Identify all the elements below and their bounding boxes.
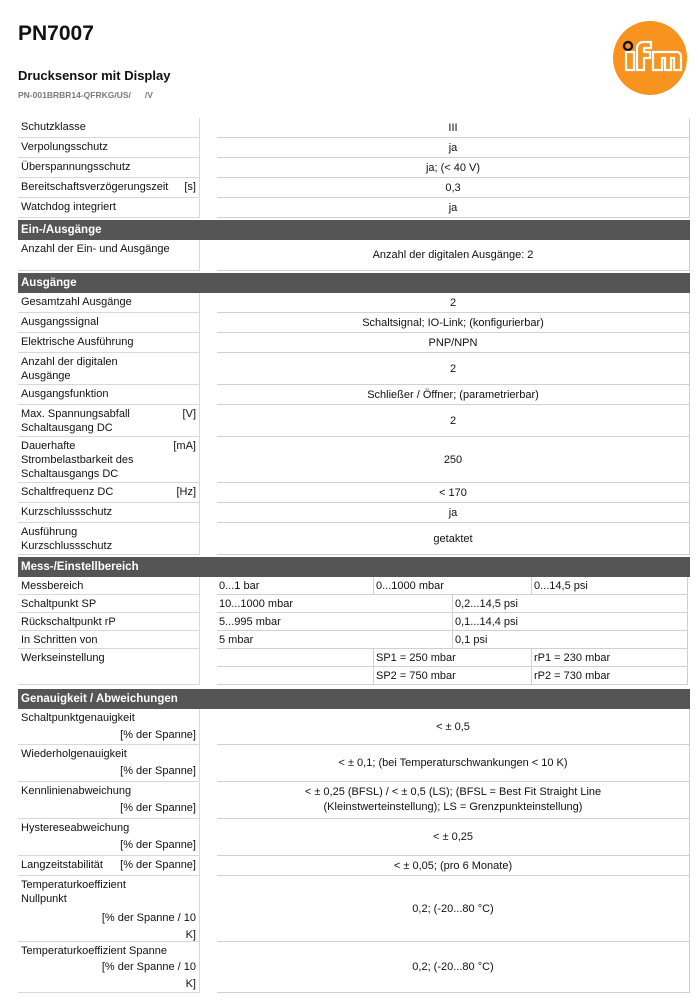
row-watchdog bbox=[18, 198, 690, 218]
label-text: Elektrische Ausführung bbox=[21, 336, 134, 348]
datasheet bbox=[18, 118, 690, 993]
row-label bbox=[18, 158, 200, 178]
row-value: < ± 0,05; (pro 6 Monate) bbox=[217, 856, 690, 876]
row-label bbox=[18, 293, 200, 313]
unit-text: [V] bbox=[182, 408, 196, 420]
article-code-main: PN-001BRBR14-QFRKG/US/ bbox=[18, 90, 131, 100]
row-value: < ± 0,1; (bei Temperaturschwankungen < 10 K) bbox=[217, 745, 690, 782]
row-value: < ± 0,5 bbox=[217, 709, 690, 745]
product-subtitle: Drucksensor mit Display bbox=[18, 68, 171, 83]
unit-text: [% der Spanne] bbox=[120, 765, 196, 777]
label-text: Schutzklasse bbox=[21, 121, 86, 133]
row-temperaturkoeffizient-spanne bbox=[18, 942, 690, 993]
row-label bbox=[18, 118, 200, 138]
row-kurzschlussschutz bbox=[18, 503, 690, 523]
row-wiederholgenauigkeit bbox=[18, 745, 690, 782]
row-dauerhafte-strombelastbarkeit bbox=[18, 437, 690, 483]
unit-text: [% der Spanne] bbox=[120, 859, 196, 871]
row-label bbox=[18, 313, 200, 333]
label-text: Messbereich bbox=[21, 580, 84, 592]
row-label bbox=[18, 613, 200, 631]
value-psi: 0,1 psi bbox=[453, 631, 688, 649]
row-label bbox=[18, 138, 200, 158]
unit-text: [% der Spanne / 10 K] bbox=[101, 961, 196, 990]
row-label bbox=[18, 405, 200, 437]
row-label bbox=[18, 333, 200, 353]
label-text: Dauerhafte Strombelastbarkeit des Schaltausgangs DC bbox=[21, 440, 134, 480]
label-text: Temperaturkoeffizient Nullpunkt bbox=[21, 879, 126, 905]
row-label bbox=[18, 595, 200, 613]
row-label bbox=[18, 876, 200, 942]
value-rp2: rP2 = 730 mbar bbox=[532, 667, 688, 685]
value-psi: 0,1...14,4 psi bbox=[453, 613, 688, 631]
row-label bbox=[18, 709, 200, 745]
row-label bbox=[18, 819, 200, 856]
label-text: Hystereseabweichung bbox=[21, 822, 130, 834]
label-text: Wiederholgenauigkeit bbox=[21, 748, 127, 760]
row-value: ja bbox=[217, 198, 690, 218]
label-text: Schaltpunkt SP bbox=[21, 598, 97, 610]
label-text: Bereitschaftsverzögerungszeit bbox=[21, 181, 169, 193]
label-text: Temperaturkoeffizient Spanne bbox=[21, 945, 167, 957]
row-schaltpunkt bbox=[18, 595, 690, 613]
row-label bbox=[18, 631, 200, 649]
row-schaltpunktgenauigkeit bbox=[18, 709, 690, 745]
value-bar: 0...1 bar bbox=[217, 577, 374, 595]
label-text: Anzahl der Ein- und Ausgänge bbox=[21, 243, 170, 255]
ifm-logo-icon bbox=[613, 21, 687, 95]
label-text: Schaltpunktgenauigkeit bbox=[21, 712, 135, 724]
section-header-messbereich: Mess-/Einstellbereich bbox=[18, 557, 690, 577]
row-value: < ± 0,25 (BFSL) / < ± 0,5 (LS); (BFSL = Best Fit Straight Line (Kleinstwerteinstellung); LS = Grenzpunkteinstellung) bbox=[217, 782, 690, 819]
row-werkseinstellung bbox=[18, 649, 690, 685]
row-label bbox=[18, 178, 200, 198]
row-label bbox=[18, 745, 200, 782]
value-mbar: 10...1000 mbar bbox=[217, 595, 453, 613]
label-text: Überspannungsschutz bbox=[21, 161, 131, 173]
row-value: Schaltsignal; IO-Link; (konfigurierbar) bbox=[217, 313, 690, 333]
row-max-spannungsabfall bbox=[18, 405, 690, 437]
value-sp2: SP2 = 750 mbar bbox=[374, 667, 532, 685]
row-value: III bbox=[217, 118, 690, 138]
value-sp1: SP1 = 250 mbar bbox=[374, 649, 532, 667]
row-value: ja bbox=[217, 138, 690, 158]
label-text: Watchdog integriert bbox=[21, 201, 116, 213]
value-mbar: 5...995 mbar bbox=[217, 613, 453, 631]
row-value: Anzahl der digitalen Ausgänge: 2 bbox=[217, 240, 690, 271]
label-text: Verpolungsschutz bbox=[21, 141, 108, 153]
unit-text: [Hz] bbox=[176, 486, 196, 498]
section-header-ausgaenge: Ausgänge bbox=[18, 273, 690, 293]
label-text: Kennlinienabweichung bbox=[21, 785, 132, 797]
article-code-suffix: /V bbox=[144, 90, 153, 100]
row-gesamtzahl-ausgaenge bbox=[18, 293, 690, 313]
row-label bbox=[18, 649, 200, 685]
unit-text: [% der Spanne] bbox=[120, 729, 196, 741]
row-value: ja bbox=[217, 503, 690, 523]
value-empty bbox=[217, 667, 374, 685]
row-value: 2 bbox=[217, 293, 690, 313]
row-kennlinienabweichung bbox=[18, 782, 690, 819]
row-label bbox=[18, 198, 200, 218]
row-value: < 170 bbox=[217, 483, 690, 503]
value-empty bbox=[217, 649, 374, 667]
row-value: 0,2; (-20...80 °C) bbox=[217, 942, 690, 993]
value-mbar: 5 mbar bbox=[217, 631, 453, 649]
section-header-ein-ausgaenge: Ein-/Ausgänge bbox=[18, 220, 690, 240]
row-label bbox=[18, 503, 200, 523]
row-rueckschaltpunkt bbox=[18, 613, 690, 631]
row-langzeitstabilitaet bbox=[18, 856, 690, 876]
row-label bbox=[18, 437, 200, 483]
row-schutzklasse bbox=[18, 118, 690, 138]
label-text: Langzeitstabilität bbox=[21, 859, 103, 871]
label-text: Max. Spannungsabfall Schaltausgang DC bbox=[21, 408, 130, 434]
row-in-schritten-von bbox=[18, 631, 690, 649]
row-value: PNP/NPN bbox=[217, 333, 690, 353]
row-value: Schließer / Öffner; (parametrierbar) bbox=[217, 385, 690, 405]
row-label bbox=[18, 523, 200, 555]
row-verpolungsschutz bbox=[18, 138, 690, 158]
row-bereitschaftsverzoegerung bbox=[18, 178, 690, 198]
unit-text: [% der Spanne] bbox=[120, 839, 196, 851]
row-value: 2 bbox=[217, 405, 690, 437]
label-text: Rückschaltpunkt rP bbox=[21, 616, 116, 628]
label-text: Ausgangsfunktion bbox=[21, 388, 109, 400]
row-value: 2 bbox=[217, 353, 690, 385]
label-text: Ausgangssignal bbox=[21, 316, 99, 328]
value-rp1: rP1 = 230 mbar bbox=[532, 649, 688, 667]
unit-text: [s] bbox=[184, 181, 196, 193]
row-ausgangsfunktion bbox=[18, 385, 690, 405]
row-anzahl-ein-ausgaenge bbox=[18, 240, 690, 271]
value-psi: 0...14,5 psi bbox=[532, 577, 688, 595]
row-temperaturkoeffizient-nullpunkt bbox=[18, 876, 690, 942]
row-messbereich bbox=[18, 577, 690, 595]
row-label bbox=[18, 240, 200, 271]
row-ausgangssignal bbox=[18, 313, 690, 333]
row-label bbox=[18, 942, 200, 993]
row-value: 0,3 bbox=[217, 178, 690, 198]
label-text: Anzahl der digitalen Ausgänge bbox=[21, 356, 118, 382]
unit-text: [mA] bbox=[173, 440, 196, 452]
row-label bbox=[18, 385, 200, 405]
row-label bbox=[18, 782, 200, 819]
row-value: ja; (< 40 V) bbox=[217, 158, 690, 178]
row-value: < ± 0,25 bbox=[217, 819, 690, 856]
label-text: Kurzschlussschutz bbox=[21, 506, 113, 518]
unit-text: [% der Spanne / 10 K] bbox=[101, 912, 196, 941]
label-text: Ausführung Kurzschlussschutz bbox=[21, 526, 113, 552]
row-hystereseabweichung bbox=[18, 819, 690, 856]
row-schaltfrequenz bbox=[18, 483, 690, 503]
label-text: Werkseinstellung bbox=[21, 652, 105, 664]
row-value: 250 bbox=[217, 437, 690, 483]
row-label bbox=[18, 577, 200, 595]
row-elektrische-ausfuehrung bbox=[18, 333, 690, 353]
section-header-genauigkeit: Genauigkeit / Abweichungen bbox=[18, 689, 690, 709]
label-text: Schaltfrequenz DC bbox=[21, 486, 114, 498]
unit-text: [% der Spanne] bbox=[120, 802, 196, 814]
row-ueberspannungsschutz bbox=[18, 158, 690, 178]
article-code bbox=[18, 90, 153, 100]
row-value: getaktet bbox=[217, 523, 690, 555]
value-mbar: 0...1000 mbar bbox=[374, 577, 532, 595]
product-title: PN7007 bbox=[18, 22, 94, 45]
row-label bbox=[18, 856, 200, 876]
label-text: Gesamtzahl Ausgänge bbox=[21, 296, 132, 308]
row-ausfuehrung-kurzschlussschutz bbox=[18, 523, 690, 555]
row-value: 0,2; (-20...80 °C) bbox=[217, 876, 690, 942]
value-psi: 0,2...14,5 psi bbox=[453, 595, 688, 613]
row-anzahl-digitale-ausgaenge bbox=[18, 353, 690, 385]
row-label bbox=[18, 483, 200, 503]
label-text: In Schritten von bbox=[21, 634, 98, 646]
row-label bbox=[18, 353, 200, 385]
